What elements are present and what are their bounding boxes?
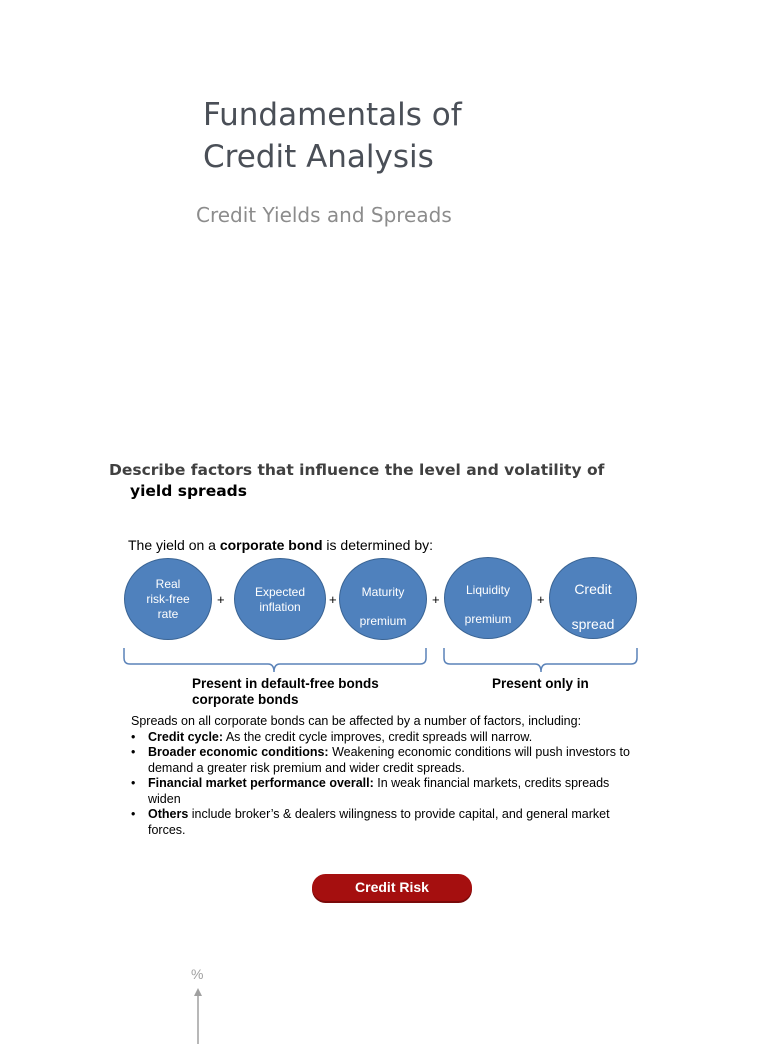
plus-sign: + bbox=[329, 592, 337, 607]
component-text: inflation bbox=[259, 600, 301, 614]
spread-factors bbox=[131, 714, 641, 838]
arrow-up-icon bbox=[189, 984, 209, 1044]
component-text: Credit bbox=[574, 581, 612, 597]
objective-line-1: Describe factors that influence the level and volatility of bbox=[109, 461, 605, 479]
component-text: Expected bbox=[254, 585, 306, 599]
factor-name: Financial market performance overall: bbox=[148, 776, 374, 790]
list-item bbox=[131, 776, 641, 807]
plus-sign: + bbox=[537, 592, 545, 607]
component-text: Liquidity bbox=[465, 583, 511, 597]
factors-list bbox=[131, 730, 641, 839]
credit-risk-button[interactable]: Credit Risk bbox=[312, 874, 472, 901]
factors-intro: Spreads on all corporate bonds can be affected by a number of factors, including: bbox=[131, 714, 582, 728]
plus-sign: + bbox=[432, 592, 440, 607]
component-text: spread bbox=[571, 616, 615, 632]
intro-prefix: The yield on a bbox=[128, 537, 220, 553]
component-text: premium bbox=[464, 612, 512, 626]
factor-text: include broker’s & dealers wilingness to provide capital, and general market forces. bbox=[148, 807, 610, 837]
group-line: corporate bonds bbox=[192, 692, 299, 707]
group-line: Present in default-free bonds bbox=[192, 676, 379, 691]
list-item bbox=[131, 745, 641, 776]
group-corporate-only-label: Present only in bbox=[492, 676, 589, 691]
component-text: Real bbox=[155, 577, 181, 591]
axis-label: % bbox=[191, 966, 204, 982]
brace-default-free bbox=[124, 648, 426, 672]
intro-suffix: is determined by: bbox=[322, 537, 434, 553]
component-text: risk-free bbox=[146, 592, 190, 606]
list-item bbox=[131, 730, 641, 746]
factor-name: Others bbox=[148, 807, 189, 821]
objective-line-2: yield spreads bbox=[130, 482, 247, 500]
group-default-free-label bbox=[192, 676, 379, 708]
title-line-2: Credit Analysis bbox=[203, 139, 434, 175]
document-subtitle: Credit Yields and Spreads bbox=[196, 203, 452, 227]
factor-text: As the credit cycle improves, credit spreads will narrow. bbox=[223, 729, 533, 744]
factor-text: Weakening economic conditions will push investors to demand a greater risk premium and wider credit spreads. bbox=[148, 745, 630, 775]
plus-sign: + bbox=[217, 592, 225, 607]
component-text: rate bbox=[157, 607, 179, 621]
factor-name: Broader economic conditions: bbox=[148, 745, 329, 759]
list-item bbox=[131, 807, 641, 838]
title-line-1: Fundamentals of bbox=[203, 97, 462, 133]
factor-name: Credit cycle: bbox=[148, 729, 224, 744]
intro-bold: corporate bond bbox=[219, 537, 323, 553]
brace-corporate-only bbox=[444, 648, 637, 672]
component-text: Maturity bbox=[361, 585, 405, 599]
component-text: premium bbox=[359, 614, 407, 628]
factor-text: In weak financial markets, credits spreads widen bbox=[148, 776, 610, 806]
